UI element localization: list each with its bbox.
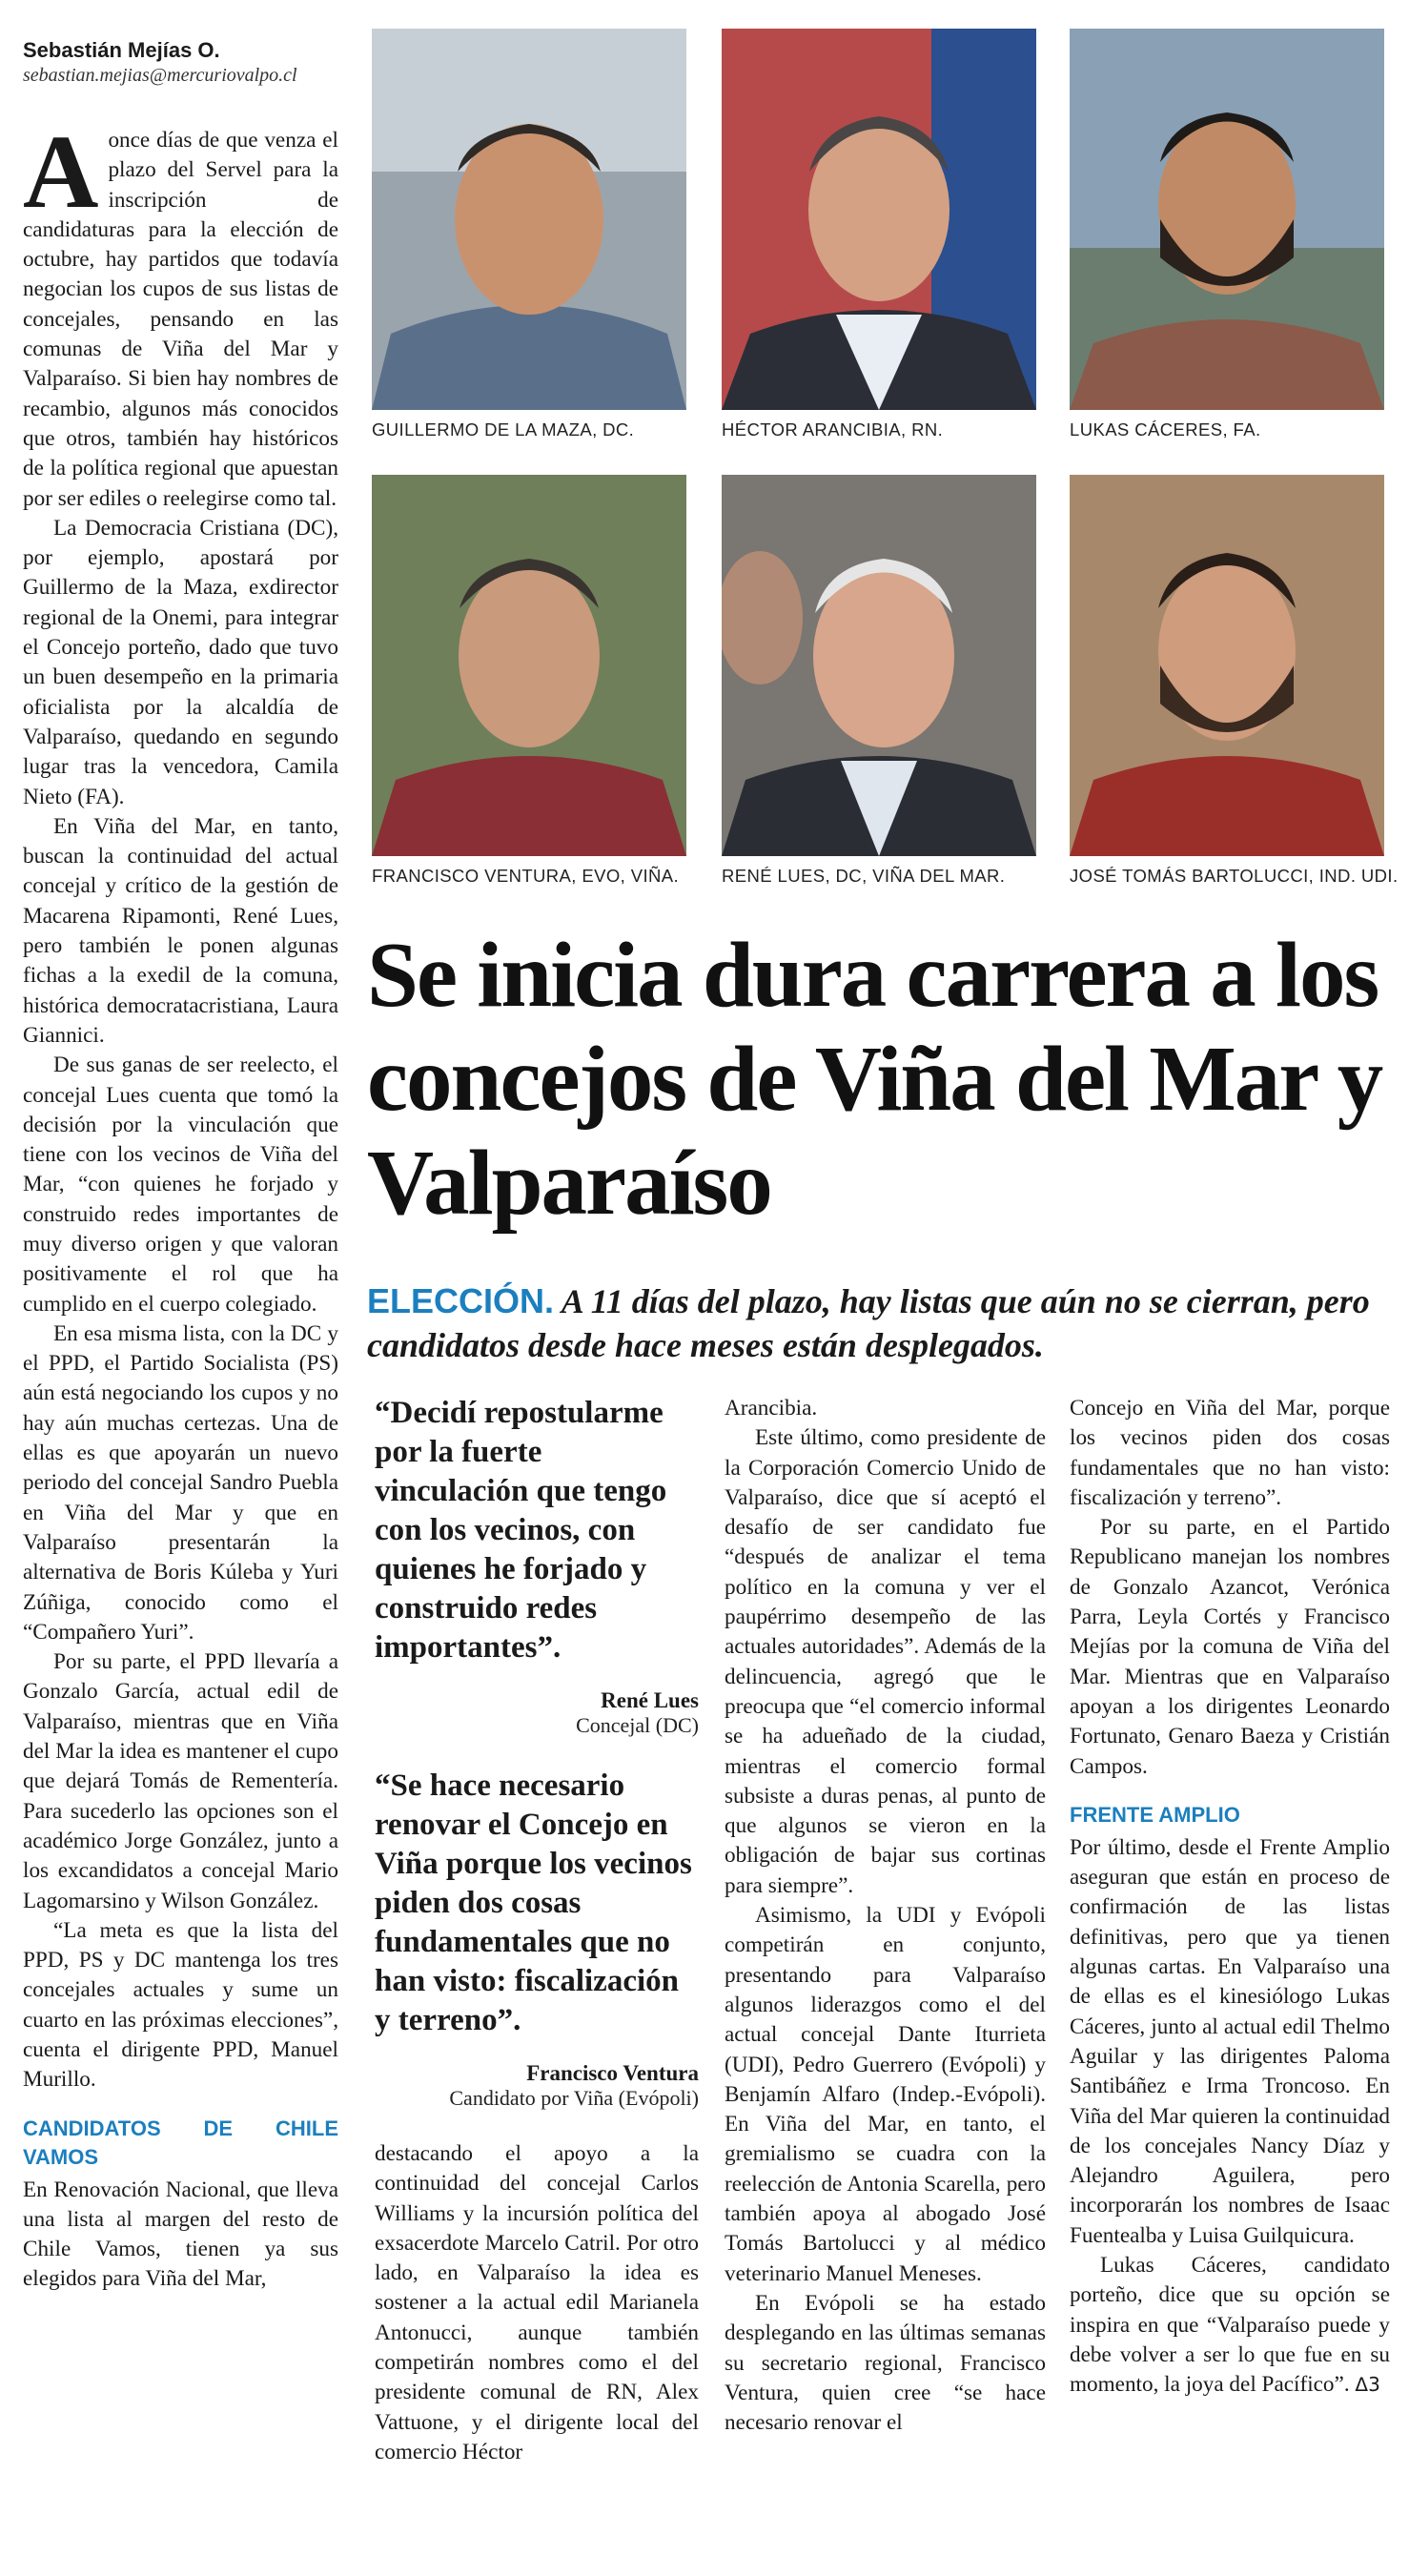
paragraph: De sus ganas de ser reelecto, el concejal Lues cuenta que tomó la decisión por la vinculación que tiene con los vecinos de Viña del Mar, “con quienes he forjado y construido redes importantes de muy diverso origen y que valoran positivamente el rol que ha cumplido en el cuerpo colegiado. — [23, 1053, 338, 1317]
paragraph: destacando el apoyo a la continuidad del concejal Carlos Williams y la incursión política del exsacerdote Marcelo Catril. Por otro lado, en Valparaíso la idea es sostener a la actual edil Marianela Antonucci, aunque también competirán nombres como el del presidente comunal de RN, Alex Vattuone, y el dirigente local del comercio Héctor — [375, 2141, 699, 2464]
quote-attribution — [375, 1688, 699, 1738]
paragraph: En Evópoli se ha estado desplegando en las últimas semanas su secretario regional, Francisco Ventura, quien cree “se hace necesario renovar el — [725, 2290, 1046, 2436]
photo-guillermo-de-la-maza — [372, 29, 686, 410]
column-3 — [725, 1394, 1046, 2438]
photo-caption: JOSÉ TOMÁS BARTOLUCCI, IND. UDI. — [1070, 866, 1399, 886]
deck — [367, 1279, 1397, 1367]
quote-author: René Lues — [601, 1688, 699, 1712]
column-4 — [1070, 1394, 1390, 2401]
paragraph: Este último, como presidente de la Corporación Comercio Unido de Valparaíso, dice que sí aceptó el desafío de ser candidato fue “después de analizar el tema político en la comuna y ver el paupérrimo desempeño de las actuales autoridades”. Además de la delincuencia, agregó que le preocupa que “el comercio informal se ha adueñado de la ciudad, mientras el comercio formal subsiste a duras penas, al punto de que algunos se vieron en la obligación de bajar sus cortinas para siempre”. — [725, 1425, 1046, 1898]
paragraph: Concejo en Viña del Mar, porque los vecinos piden dos cosas fundamentales que no han visto: fiscalización y terreno”. — [1070, 1396, 1390, 1510]
photo-caption: FRANCISCO VENTURA, EVO, VIÑA. — [372, 866, 680, 886]
drop-cap: A — [23, 113, 99, 230]
column-1 — [23, 113, 338, 2295]
quote-role: Candidato por Viña (Evópoli) — [449, 2086, 699, 2110]
photo-caption: RENÉ LUES, DC, VIÑA DEL MAR. — [722, 866, 1006, 886]
paragraph: La Democracia Cristiana (DC), por ejemplo, apostará por Guillermo de la Maza, exdirector regional de la Onemi, para integrar el Concejo porteño, dado que tuvo un buen desempeño en la primaria oficialista por la alcaldía de Valparaíso, quedando en segundo lugar tras la vencedora, Camila Nieto (FA). — [23, 515, 338, 809]
pull-quote: “Se hace necesario renovar el Concejo en Viña porque los vecinos piden dos cosas fundamentales que no han visto: fiscalización y terreno”. — [375, 1768, 692, 2037]
paragraph: Lukas Cáceres, candidato porteño, dice que su opción se inspira en que “Valparaíso puede y debe volver a ser lo que fue en su momento, la joya del Pacífico”. ᐃ3 — [1070, 2253, 1390, 2398]
byline-email: sebastian.mejias@mercuriovalpo.cl — [23, 65, 297, 86]
photo-caption: LUKAS CÁCERES, FA. — [1070, 419, 1261, 440]
paragraph: En Viña del Mar, en tanto, buscan la continuidad del actual concejal y crítico de la gestión de Macarena Ripamonti, René Lues, pero también le ponen algunas fichas a la exedil de la comuna, histórica democratacristiana, Laura Giannici. — [23, 813, 338, 1048]
pull-quote: “Decidí repostularme por la fuerte vinculación que tengo con los vecinos, con quienes he forjado y construido redes importantes”. — [375, 1396, 667, 1665]
quote-role: Concejal (DC) — [576, 1713, 699, 1737]
paragraph: Por último, desde el Frente Amplio aseguran que están en proceso de confirmación de las listas definitivas, pero que ya tienen algunas cartas. En Valparaíso una de ellas es el kinesiólogo Lukas Cáceres, junto al actual edil Thelmo Aguilar y las dirigentes Paloma Santibáñez e Irma Troncoso. En Viña del Mar quieren la continuidad de los concejales Nancy Díaz y Alejandro Aguilera, pero incorporarán los nombres de Isaac Fuentealba y Luisa Guilquicura. — [1070, 1834, 1390, 2248]
paragraph: En Renovación Nacional, que lleva una lista al margen del resto de Chile Vamos, tienen ya sus elegidos para Viña del Mar, — [23, 2177, 338, 2292]
section-heading: CANDIDATOS DE CHILE VAMOS — [23, 2116, 338, 2169]
deck-text: A 11 días del plazo, hay listas que aún no se cierran, pero candidatos desde hace meses están desplegados. — [367, 1282, 1370, 1364]
photo-caption: GUILLERMO DE LA MAZA, DC. — [372, 419, 635, 440]
paragraph: Asimismo, la UDI y Evópoli competirán en conjunto, presentando para Valparaíso algunos liderazgos como el del actual concejal Dante Iturrieta (UDI), Pedro Guerrero (Evópoli) y Benjamín Alfaro (Indep.-Evópoli). En Viña del Mar, en tanto, el gremialismo se cuadra con la reelección de Antonia Scarella, pero también apoya al abogado José Tomás Bartolucci y al médico veterinario Manuel Meneses. — [725, 1903, 1046, 2286]
deck-tag: ELECCIÓN. — [367, 1281, 555, 1320]
paragraph: Por su parte, en el Partido Republicano manejan los nombres de Gonzalo Azancot, Verónica Parra, Leyla Cortés y Francisco Mejías por la comuna de Viña del Mar. Mientras que en Valparaíso apoyan a los dirigentes Leonardo Fortunato, Genaro Baeza y Cristián Campos. — [1070, 1515, 1390, 1779]
photo-francisco-ventura — [372, 475, 686, 856]
column-2 — [375, 1394, 699, 2467]
quote-attribution — [375, 2061, 699, 2111]
paragraph: En esa misma lista, con la DC y el PPD, el Partido Socialista (PS) aún está negociando los cupos y no hay aún muchas certezas. Una de ellas es que apoyarán un nuevo periodo del concejal Sandro Puebla en Viña del Mar y que en Valparaíso presentarán la alternativa de Boris Kúleba y Yuri Zúñiga, conocido como el “Compañero Yuri”. — [23, 1320, 338, 1645]
paragraph: Por su parte, el PPD llevaría a Gonzalo García, actual edil de Valparaíso, mientras que en Viña del Mar la idea es mantener el cupo que dejará Tomás de Rementería. Para sucederlo las opciones son el académico Jorge González, junto a los excandidatos a concejal Mario Lagomarsino y Wilson González. — [23, 1649, 338, 1913]
photo-caption: HÉCTOR ARANCIBIA, RN. — [722, 419, 944, 440]
headline: Se inicia dura carrera a los concejos de Viña del Mar y Valparaíso — [367, 924, 1382, 1234]
quote-author: Francisco Ventura — [526, 2061, 699, 2085]
photo-rene-lues — [722, 475, 1036, 856]
column-2-text — [375, 2139, 699, 2467]
paragraph: Arancibia. — [725, 1396, 818, 1421]
photo-hector-arancibia — [722, 29, 1036, 410]
paragraph: “La meta es que la lista del PPD, PS y DC mantenga los tres concejales actuales y sume un cuarto en las próximas elecciones”, cuenta el dirigente PPD, Manuel Murillo. — [23, 1917, 338, 2093]
photo-lukas-caceres — [1070, 29, 1384, 410]
section-heading: FRENTE AMPLIO — [1070, 1802, 1240, 1827]
paragraph: Aonce días de que venza el plazo del Servel para la inscripción de candidaturas para la elección de octubre, hay partidos que todavía negocian los cupos de sus listas de concejales, pensando en las comunas de Viña del Mar y Valparaíso. Si bien hay nombres de recambio, algunos más conocidos que otros, también hay históricos de la política regional que apuestan por ser ediles o reelegirse como tal. — [23, 113, 338, 511]
photo-jose-tomas-bartolucci — [1070, 475, 1384, 856]
end-mark-icon: ᐃ3 — [1355, 2373, 1380, 2397]
byline-author: Sebastián Mejías O. — [23, 38, 220, 62]
